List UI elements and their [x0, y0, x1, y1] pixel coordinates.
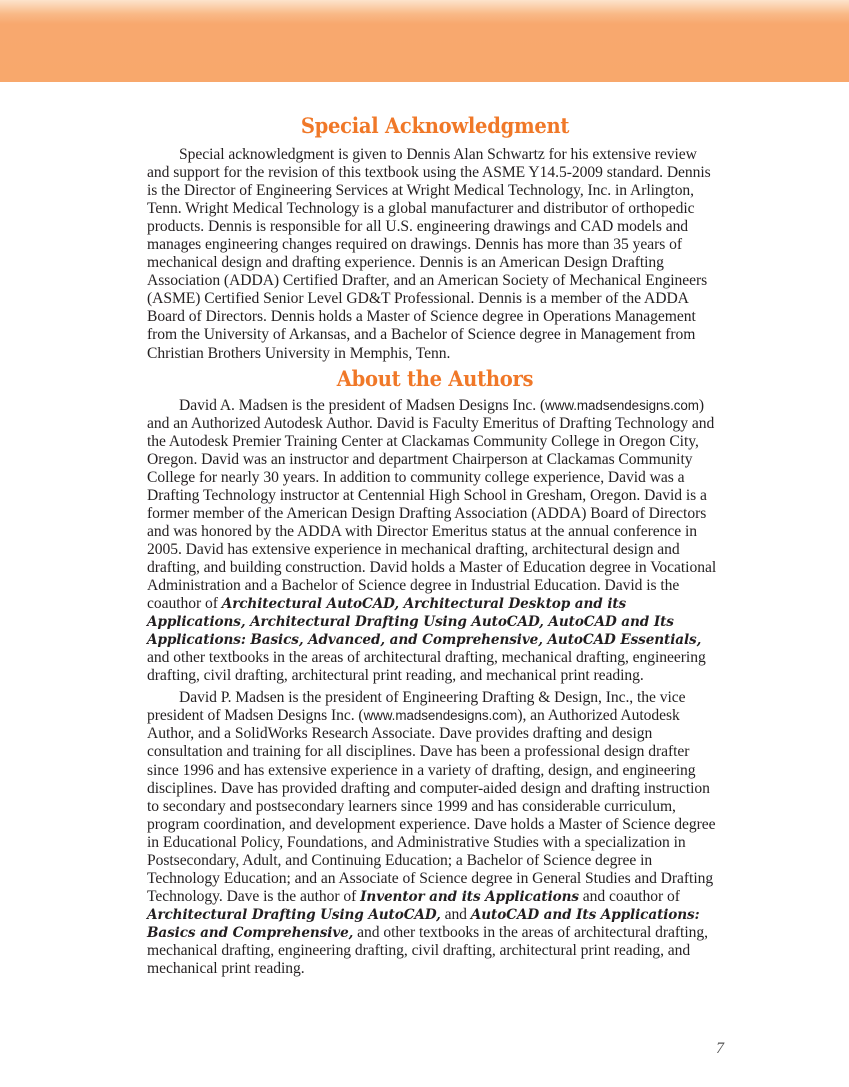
- bio-text: David A. Madsen is the president of Madsen Designs Inc. (: [179, 396, 546, 414]
- book-titles: Architectural AutoCAD, Architectural Desktop and its Applications, Architectural Drafting Using AutoCAD, AutoCAD and Its Applications: Basics, Advanced, and Comprehensive, AutoCAD Essentials,: [147, 596, 702, 649]
- bio-text: ), an Authorized Autodesk Author, and a SolidWorks Research Associate. Dave provides drafting and design consultation and training for all disciplines. Dave has been a professional design drafter since 1996 and has extensive experience in a variety of drafting, design, and engineering disciplines. Dave has provided drafting and computer-aided design and drafting instruction to secondary and postsecondary learners since 1999 and has considerable curriculum, program coordination, and development experience. Dave holds a Master of Science degree in Educational Policy, Foundations, and Administrative Studies with a specialization in Postsecondary, Adult, and Continuing Education; a Bachelor of Science degree in Technology Education; and an Associate of Science degree in General Studies and Drafting Technology. Dave is the author of: [147, 707, 716, 905]
- section-title-authors: About the Authors: [336, 365, 534, 391]
- bio-text: David P. Madsen is the president of Engineering Drafting & Design, Inc., the vice president of Madsen Designs Inc. (: [147, 689, 686, 725]
- author-bio-david-p-madsen: [147, 689, 723, 978]
- bio-text: and: [440, 905, 471, 923]
- book-title: AutoCAD and Its Applications: Basics and Comprehensive,: [147, 906, 700, 941]
- book-title: Inventor and its Applications: [360, 888, 579, 905]
- book-title: Architectural Drafting Using AutoCAD,: [147, 906, 441, 923]
- bio-text: ) and an Authorized Autodesk Author. David is Faculty Emeritus of Drafting Technology and the Autodesk Premier Training Center at Clackamas Community College in Oregon City, Oregon. David was an instructor and department Chairperson at Clackamas Community College for nearly 30 years. In addition to community college experience, David was a Drafting Technology instructor at Centennial High School in Gresham, Oregon. David is a former member of the American Design Drafting Association (ADDA) Board of Directors and was honored by the ADDA with Director Emeritus status at the annual conference in 2005. David has extensive experience in mechanical drafting, architectural design and drafting, and building construction. David holds a Master of Education degree in Vocational Administration and a Bachelor of Science degree in Industrial Education. David is the coauthor of: [147, 396, 717, 613]
- author-bio-david-a-madsen: [147, 397, 723, 686]
- website-link[interactable]: www.madsendesigns.com: [545, 397, 699, 413]
- bio-text: and other textbooks in the areas of architectural drafting, mechanical drafting, engineering drafting, civil drafting, architectural print reading, and mechanical print reading.: [147, 923, 708, 978]
- bio-text: and coauthor of: [578, 887, 680, 905]
- page-number: 7: [716, 1040, 724, 1057]
- page-content: [147, 111, 723, 978]
- bio-text: and other textbooks in the areas of architectural drafting, mechanical drafting, engineering drafting, civil drafting, architectural print reading, and mechanical print reading.: [147, 649, 706, 685]
- header-band: [0, 0, 849, 82]
- section-title-acknowledgment: Special Acknowledgment: [300, 113, 570, 138]
- website-link[interactable]: www.madsendesigns.com: [363, 708, 518, 724]
- acknowledgment-paragraph: Special acknowledgment is given to Dennis Alan Schwartz for his extensive review and support for the revision of this textbook using the ASME Y14.5-2009 standard. Dennis is the Director of Engineering Services at Wright Medical Technology, Inc. in Arlington, Tenn. Wright Medical Technology is a global manufacturer and distributor of orthopedic products. Dennis is responsible for all U.S. engineering drawings and CAD models and manages engineering changes required on drawings. Dennis has more than 35 years of mechanical design and drafting experience. Dennis is an American Design Drafting Association (ADDA) Certified Drafter, and an American Society of Mechanical Engineers (ASME) Certified Senior Level GD&T Professional. Dennis is a member of the ADDA Board of Directors. Dennis holds a Master of Science degree in Operations Management from the University of Arkansas, and a Bachelor of Science degree in Management from Christian Brothers University in Memphis, Tenn.: [147, 146, 711, 362]
